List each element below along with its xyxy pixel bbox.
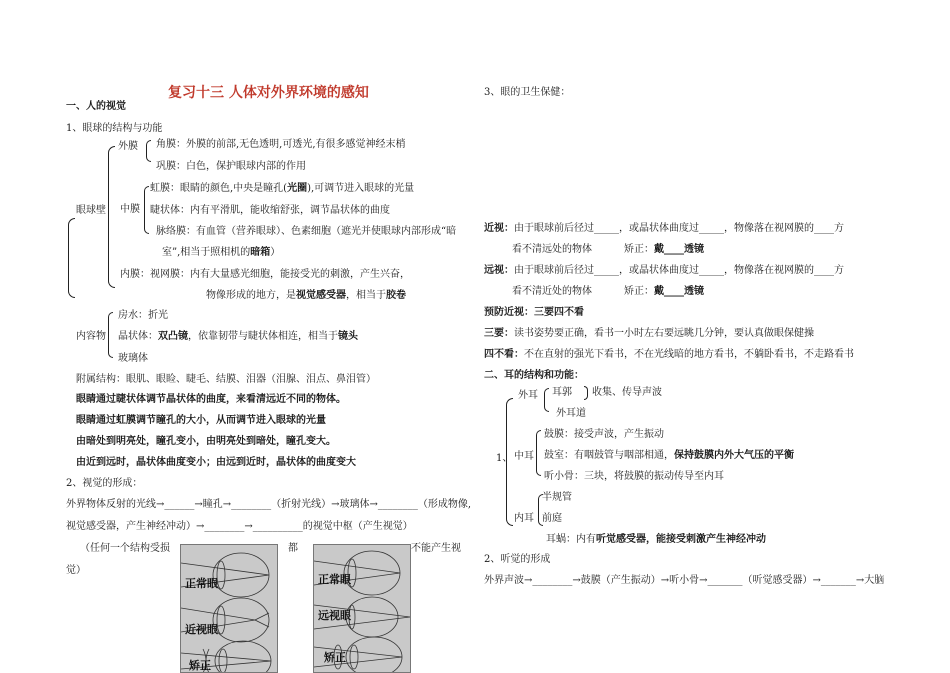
photo1-label-myopia: 近视眼 (185, 623, 218, 636)
text-myopia-2: 看不清远处的物体 (512, 244, 592, 255)
label-contents: 内容物 (76, 331, 106, 342)
text-vitreous: 玻璃体 (118, 353, 148, 364)
brace-auricle (584, 386, 588, 400)
text-sclera: 巩膜：白色，保护眼球内部的作用 (156, 161, 306, 172)
page-title: 复习十三 人体对外界环境的感知 (168, 85, 369, 101)
text-hyperopia-2: 看不清近处的物体 (512, 286, 592, 297)
photo2-label-hyperopia: 远视眼 (318, 609, 351, 622)
text-choroid: 脉络膜：有血管（营养眼球）、色素细胞（遮光并使眼球内部形成“暗 (156, 226, 457, 237)
subheading-eye-structure: 1、眼球的结构与功能 (66, 123, 163, 134)
bold-point-2: 眼睛通过虹膜调节瞳孔的大小，从而调节进入眼球的光量 (76, 415, 326, 426)
section-heading-vision: 一、人的视觉 (66, 101, 126, 112)
text-myopia: 近视：由于眼球前后径过_____，或晶状体曲度过_____，物像落在视网膜的____方 (484, 223, 844, 234)
text-retina: 内膜：视网膜：内有大量感光细胞，能接受光的刺激，产生兴奋， (120, 269, 410, 280)
photo1-label-correction: 矫正 (189, 659, 211, 672)
brace-outer-ear (544, 388, 549, 412)
text-lens: 晶状体：双凸镜，依靠韧带与睫状体相连，相当于镜头 (118, 331, 358, 342)
text-hyperopia: 远视：由于眼球前后径过_____，或晶状体曲度过_____，物像落在视网膜的____方 (484, 265, 844, 276)
brace-middle (144, 186, 149, 234)
text-choroid-2: 室”,相当于照相机的暗箱） (162, 247, 281, 258)
subheading-vision-formation: 2、视觉的形成： (66, 478, 143, 489)
photo2-label-correction: 矫正 (324, 651, 346, 664)
photo2-label-normal: 正常眼 (318, 573, 351, 586)
diagram-hyperopia-photo (313, 544, 411, 673)
text-vestibule: 前庭 (542, 513, 562, 524)
text-prevent-myopia: 预防近视：三要四不看 (484, 307, 584, 318)
text-accessory: 附属结构：眼肌、眼睑、睫毛、结膜、泪器（泪腺、泪点、鼻泪管） (76, 374, 376, 385)
text-hyperopia-correction: 矫正：戴____透镜 (624, 286, 704, 297)
brace-outer (146, 140, 151, 162)
label-middle-ear: 中耳 (514, 451, 534, 462)
diagram-myopia-photo (180, 544, 278, 673)
text-eardrum: 鼓膜：接受声波，产生振动 (544, 429, 664, 440)
label-num-1: 1、 (496, 453, 513, 464)
text-collect: 收集、传导声波 (592, 387, 662, 398)
label-eyeball-wall: 眼球壁 (76, 205, 106, 216)
text-vision-path-2: 视觉感受器，产生神经冲动）→________→__________的视觉中枢（产生视觉） (66, 521, 413, 532)
text-cochlea: 耳蜗：内有听觉感受器，能接受刺激产生神经冲动 (546, 534, 766, 545)
text-note-c: 不能产生视 (411, 543, 461, 554)
section-heading-ear: 二、耳的结构和功能： (484, 370, 584, 381)
eye-ray-diagram (181, 545, 277, 672)
label-inner-ear: 内耳 (514, 513, 534, 524)
label-outer-membrane: 外膜 (118, 141, 138, 152)
subheading-hearing: 2、听觉的形成 (484, 554, 551, 565)
text-ear-canal: 外耳道 (556, 408, 586, 419)
text-ossicles: 听小骨：三块，将鼓膜的振动传导至内耳 (544, 471, 724, 482)
text-aqueous: 房水：折光 (118, 310, 168, 321)
bold-point-4: 由近到远时，晶状体曲度变小；由远到近时，晶状体的曲度变大 (76, 457, 356, 468)
subheading-eye-hygiene: 3、眼的卫生保健： (484, 87, 571, 98)
bold-point-1: 眼睛通过睫状体调节晶状体的曲度，来看清远近不同的物体。 (76, 394, 346, 405)
text-tympanic: 鼓室：有咽鼓管与咽部相通，保持鼓膜内外大气压的平衡 (544, 450, 794, 461)
text-vision-path-1: 外界物体反射的光线→______→瞳孔→________（折射光线）→玻璃体→________（形成物像, (66, 499, 472, 510)
label-outer-ear: 外耳 (518, 390, 538, 401)
text-note-a: （任何一个结构受损 (80, 543, 170, 554)
text-ciliary: 睫状体：内有平滑肌，能收缩舒张，调节晶状体的曲度 (150, 205, 390, 216)
text-note-b: 都 (288, 543, 298, 554)
text-retina-2: 物像形成的地方，是视觉感受器，相当于胶卷 (206, 290, 406, 301)
bold-point-3: 由暗处到明亮处，瞳孔变小，由明亮处到暗处，瞳孔变大。 (76, 436, 336, 447)
text-semicircular: 半规管 (542, 492, 572, 503)
text-auricle: 耳郭 (552, 387, 572, 398)
text-note-d: 觉） (66, 565, 86, 576)
text-cornea: 角膜：外膜的前部,无色透明,可透光,有很多感觉神经末梢 (156, 139, 406, 150)
brace-middle-ear (536, 430, 541, 476)
text-three-musts: 三要：读书姿势要正确，看书一小时左右要远眺几分钟，要认真做眼保健操 (484, 328, 814, 339)
label-middle-membrane: 中膜 (120, 204, 140, 215)
photo1-label-normal: 正常眼 (185, 577, 218, 590)
brace-eyeball-wall (108, 146, 115, 288)
text-four-nots: 四不看：不在直射的强光下看书，不在光线暗的地方看书，不躺卧看书，不走路看书 (484, 349, 854, 360)
brace-eyeball (68, 218, 75, 298)
text-iris: 虹膜：眼睛的颜色,中央是瞳孔(光圈),可调节进入眼球的光量 (150, 183, 415, 194)
text-hearing-path: 外界声波→________→鼓膜（产生振动）→听小骨→_______（听觉感受器）→_______→大脑 (484, 575, 885, 586)
text-myopia-correction: 矫正：戴____透镜 (624, 244, 704, 255)
brace-contents (108, 312, 113, 358)
